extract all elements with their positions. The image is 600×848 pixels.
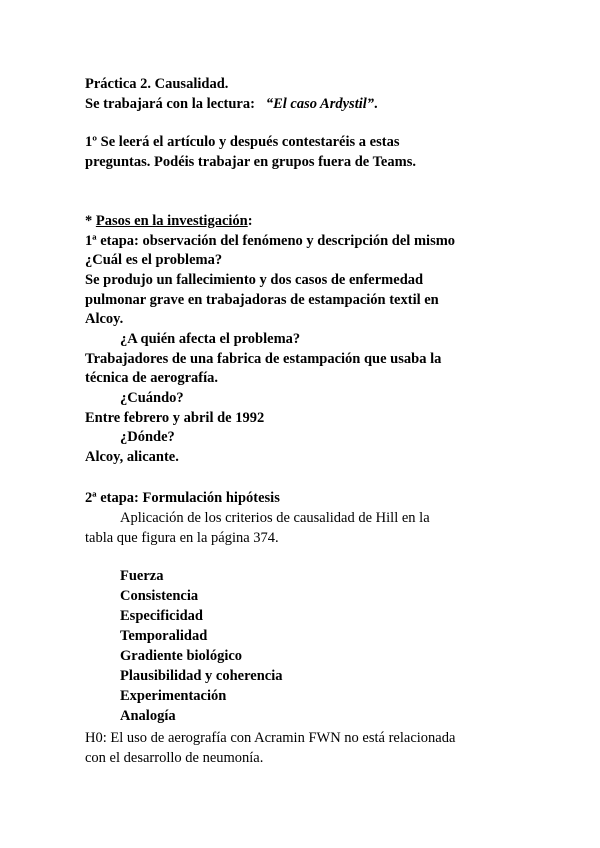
reading-line [85,94,378,114]
answer-who-1: Trabajadores de una fabrica de estampación que usaba la [85,351,442,367]
answer-problem-2: pulmonar grave en trabajadoras de estampación textil en [85,292,439,308]
criterion-item: Fuerza [120,568,164,584]
answer-when: Entre febrero y abril de 1992 [85,410,265,426]
reading-suffix: . [374,96,378,112]
question-where: ¿Dónde? [120,429,175,445]
reading-title: “El caso Ardystil” [265,96,375,112]
intro-line-1: 1º Se leerá el artículo y después contestaréis a estas [85,134,400,150]
criterion-item: Plausibilidad y coherencia [120,668,283,684]
question-when: ¿Cuándo? [120,390,184,406]
intro-line-2: preguntas. Podéis trabajar en grupos fuera de Teams. [85,154,416,170]
stage2-text-2: tabla que figura en la página 374. [85,530,279,546]
answer-problem-1: Se produjo un fallecimiento y dos casos de enfermedad [85,272,424,288]
hypothesis-line-2: con el desarrollo de neumonía. [85,750,264,766]
criterion-item: Consistencia [120,588,199,604]
hypothesis-line-1: H0: El uso de aerografía con Acramin FWN no está relacionada [85,730,456,746]
practice-title: Práctica 2. Causalidad. [85,76,229,92]
steps-heading-text: Pasos en la investigación [95,213,248,229]
stage1-title: 1ª etapa: observación del fenómeno y descripción del mismo [85,233,456,249]
criterion-item: Gradiente biológico [120,648,243,664]
answer-who-2: técnica de aerografía. [85,370,219,386]
criterion-item: Especificidad [120,608,203,624]
answer-problem-3: Alcoy. [85,311,124,327]
answer-where: Alcoy, alicante. [85,449,179,465]
reading-prefix: Se trabajará con la lectura: [85,96,255,112]
criterion-item: Experimentación [120,688,227,704]
steps-heading [85,211,253,231]
steps-marker: * [85,213,96,229]
question-who: ¿A quién afecta el problema? [120,331,301,347]
stage2-text-1: Aplicación de los criterios de causalidad de Hill en la [120,510,430,526]
criterion-item: Analogía [120,708,176,724]
criterion-item: Temporalidad [120,628,208,644]
question-problem: ¿Cuál es el problema? [85,252,223,268]
steps-heading-suffix: : [247,213,253,229]
stage2-title: 2ª etapa: Formulación hipótesis [85,490,280,506]
